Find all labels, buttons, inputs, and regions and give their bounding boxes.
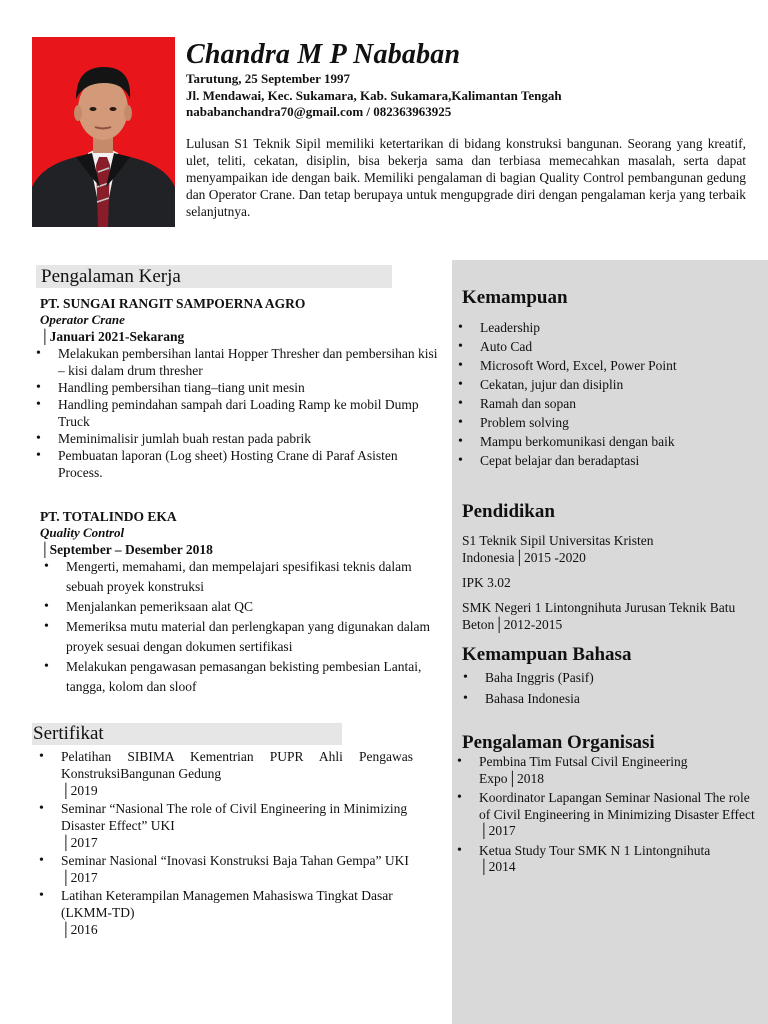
list-item (33, 748, 413, 799)
list-item (33, 887, 413, 938)
list-item: • Bahasa Indonesia (457, 688, 747, 709)
address: Jl. Mendawai, Kec. Sukamara, Kab. Sukamara,Kalimantan Tengah (186, 88, 562, 103)
list-item: • Cekatan, jujur dan disiplin (452, 375, 752, 394)
list-item: • Mampu berkomunikasi dengan baik (452, 432, 752, 451)
job-entry (40, 295, 440, 481)
list-item: • Menjalankan pemeriksaan alat QC (38, 597, 450, 617)
list-item: • Ramah dan sopan (452, 394, 752, 413)
job-task-list (30, 345, 440, 481)
list-item: • Leadership (452, 318, 752, 337)
list-item: • Microsoft Word, Excel, Power Point (452, 356, 752, 375)
list-item: • Handling pembersihan tiang–tiang unit mesin (30, 379, 440, 396)
section-title-certificates: Sertifikat (33, 723, 104, 744)
profile-photo (32, 37, 175, 227)
job-period: │September – Desember 2018 (40, 542, 213, 557)
language-items (457, 667, 747, 709)
certificate-items (33, 748, 413, 938)
contact-info: nababanchandra70@gmail.com / 082363963925 (186, 104, 452, 119)
job-task-list (38, 557, 450, 697)
list-item: • Auto Cad (452, 337, 752, 356)
certificate-title: • Seminar “Nasional The role of Civil Engineering in Minimizing Disaster Effect” UKI (61, 801, 408, 833)
list-item: • Memeriksa mutu material dan perlengkapan yang digunakan dalam proyek sesuai dengan dokumen sertifikasi (38, 617, 450, 657)
certificate-title: • Seminar Nasional “Inovasi Konstruksi Baja Tahan Gempa” UKI (61, 853, 409, 868)
list-item: • Problem solving (452, 413, 752, 432)
company-name: PT. SUNGAI RANGIT SAMPOERNA AGRO (40, 296, 306, 311)
list-item: • Baha Inggris (Pasif) (457, 667, 747, 688)
job-role: Quality Control (40, 525, 125, 540)
list-item: • Cepat belajar dan beradaptasi (452, 451, 752, 470)
education-entry: SMK Negeri 1 Lintongnihuta Jurusan Teknik Batu Beton│2012-2015 (462, 600, 736, 632)
certificate-year: │2017 (61, 835, 98, 850)
list-item: • Pembuatan laporan (Log sheet) Hosting Crane di Paraf Asisten Process. (30, 447, 440, 481)
section-title-education: Pendidikan (462, 501, 555, 522)
list-item: • Mengerti, memahami, dan mempelajari spesifikasi teknis dalam sebuah proyek konstruksi (38, 557, 450, 597)
profile-summary: Lulusan S1 Teknik Sipil memiliki ketertarikan di bidang konstruksi bangunan. Seorang yang kreatif, ulet, teliti, cekatan, disiplin, bisa bekerja sama dan terbiasa memecahkan masalah, serta dapat menyampaikan ide dengan baik. Memiliki pengalaman di bagian Quality Control pembangunan gedung dan Operator Crane. Dan tetap berupaya untuk mengupgrade diri dengan pengalaman kerja yang terbaik selanjutnya. (186, 136, 746, 219)
list-item: • Ketua Study Tour SMK N 1 Lintongnihuta │2014 (451, 843, 756, 876)
certificate-title: • Pelatihan SIBIMA Kementrian PUPR Ahli Pengawas KonstruksiBangunan Gedung (61, 749, 413, 781)
languages-list (457, 667, 747, 709)
certificate-list (33, 748, 413, 939)
skills-list (452, 318, 752, 470)
section-title-organization: Pengalaman Organisasi (462, 732, 655, 753)
company-name: PT. TOTALINDO EKA (40, 509, 177, 524)
section-title-experience: Pengalaman Kerja (41, 266, 181, 287)
organization-list (451, 754, 756, 876)
section-title-languages: Kemampuan Bahasa (462, 644, 632, 665)
education-gpa: IPK 3.02 (462, 575, 511, 590)
certificate-year: │2016 (61, 922, 98, 937)
list-item: • Melakukan pengawasan pemasangan bekisting pembesian Lantai, tangga, kolom dan sloof (38, 657, 450, 697)
certificate-title: • Latihan Keterampilan Managemen Mahasiswa Tingkat Dasar (LKMM-TD) (61, 888, 393, 920)
organization-items (451, 754, 756, 876)
list-item: • Pembina Tim Futsal Civil Engineering Expo│2018 (451, 754, 756, 787)
list-item: • Meminimalisir jumlah buah restan pada pabrik (30, 430, 440, 447)
job-entry (40, 508, 450, 697)
certificate-year: │2017 (61, 870, 98, 885)
education-entry: S1 Teknik Sipil Universitas Kristen Indonesia│2015 -2020 (462, 533, 654, 565)
list-item: • Handling pemindahan sampah dari Loading Ramp ke mobil Dump Truck (30, 396, 440, 430)
certificate-year: │2019 (61, 783, 98, 798)
list-item (33, 852, 413, 886)
education-list (462, 532, 736, 633)
section-title-skills: Kemampuan (462, 287, 568, 308)
list-item: • Koordinator Lapangan Seminar Nasional The role of Civil Engineering in Minimizing Disaster Effect │2017 (451, 790, 756, 840)
job-period: │Januari 2021-Sekarang (40, 329, 185, 344)
list-item (33, 800, 413, 851)
skill-items (452, 318, 752, 470)
candidate-name: Chandra M P Nababan (186, 39, 461, 70)
birth-info: Tarutung, 25 September 1997 (186, 71, 350, 86)
list-item: • Melakukan pembersihan lantai Hopper Thresher dan pembersihan kisi – kisi dalam drum thresher (30, 345, 440, 379)
job-role: Operator Crane (40, 312, 125, 327)
